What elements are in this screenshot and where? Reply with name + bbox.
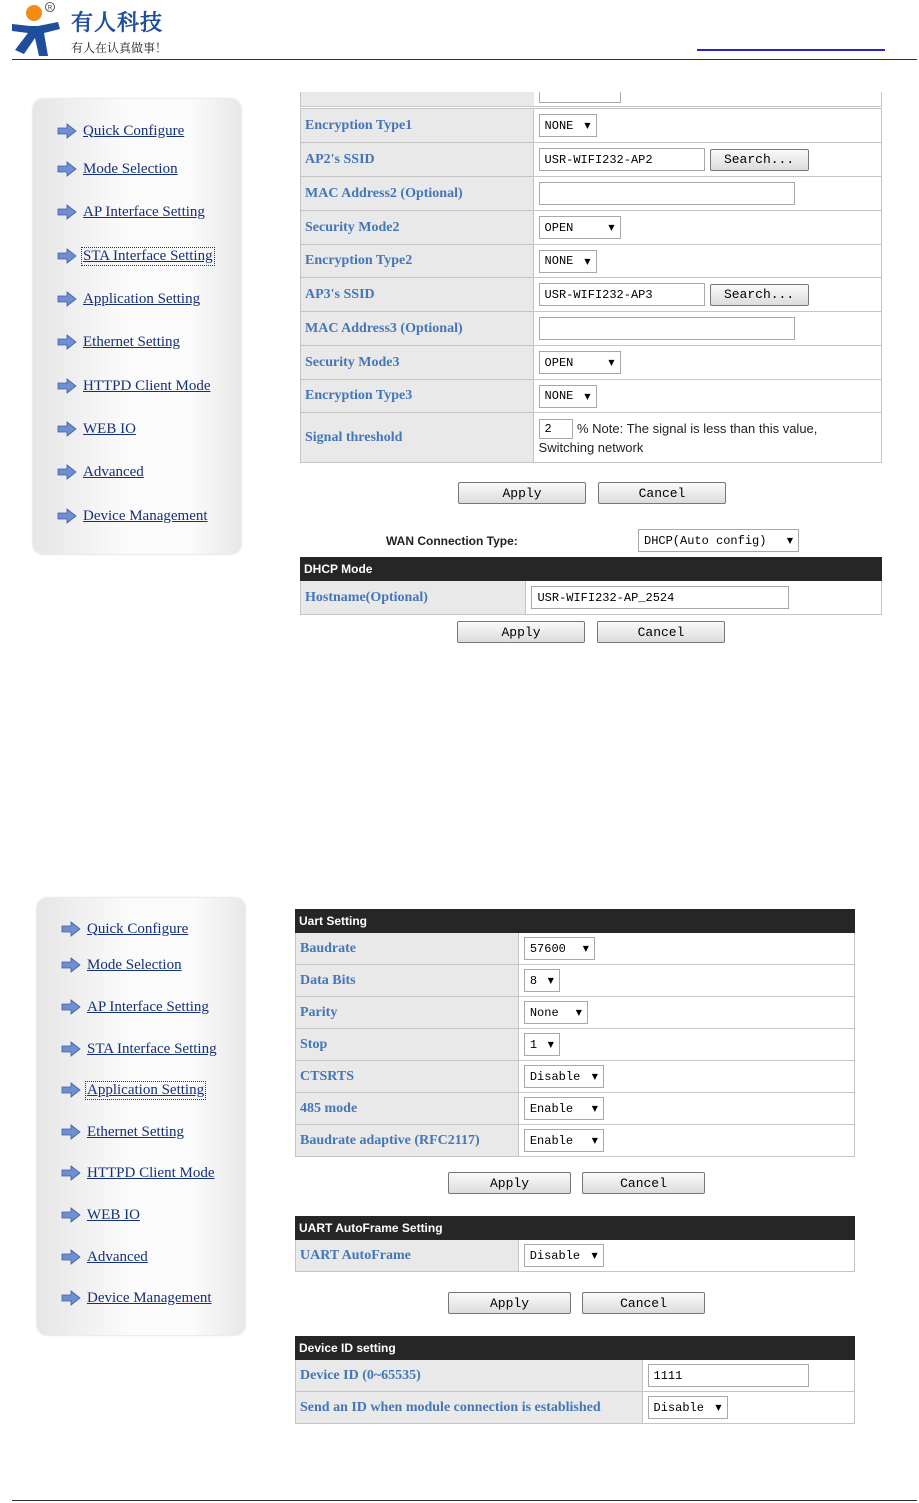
chevron-down-icon: ▼ [584,391,591,401]
hostname-label: Hostname(Optional) [301,581,526,615]
section-header [301,558,882,581]
arrow-right-icon [57,334,77,350]
table-row [296,1360,855,1392]
table-row [301,143,882,177]
arrow-right-icon [61,921,81,937]
arrow-right-icon [57,123,77,139]
select-value: Enable [529,1133,574,1148]
nav-label[interactable]: STA Interface Setting [83,247,213,264]
nav-label[interactable]: Device Management [87,1289,212,1306]
chevron-down-icon: ▼ [591,1072,598,1081]
arrow-right-icon [61,957,81,973]
table-row [301,380,882,413]
chevron-down-icon: ▼ [584,256,591,266]
device-id-title: Device ID setting [296,1337,855,1360]
device-id-input[interactable]: 1111 [648,1364,809,1387]
select-value: OPEN [544,355,574,370]
nav-label[interactable]: Ethernet Setting [87,1123,185,1140]
table-row [301,312,882,346]
table-row [301,346,882,380]
nav-label[interactable]: Advanced [83,463,144,480]
usr-logo-icon [8,2,66,58]
nav-web-io[interactable] [61,1203,141,1227]
ap2-search-button[interactable]: Search... [710,149,809,171]
uart-autoframe-select[interactable] [524,1244,604,1267]
company-name: 有人科技 [71,11,164,36]
section-header [296,1337,855,1360]
mac-address3-input[interactable] [539,317,795,340]
select-value: NONE [544,118,574,133]
registered-mark: R [47,5,53,12]
select-value: Disable [529,1248,581,1263]
signal-note-line2: Switching network [538,439,644,455]
nav-ap-interface-setting[interactable] [57,200,206,224]
nav-label[interactable]: Advanced [87,1248,148,1265]
parity-select[interactable] [524,1001,588,1024]
select-value: Enable [529,1101,574,1116]
chevron-down-icon: ▼ [715,1403,722,1412]
nav-device-management[interactable] [61,1286,213,1310]
select-value: 1 [529,1037,538,1052]
section-header [296,1217,855,1240]
sta-apply-button[interactable]: Apply [458,482,586,504]
arrow-right-icon [57,508,77,524]
arrow-right-icon [61,1165,81,1181]
table-row [296,1125,855,1157]
arrow-right-icon [57,464,77,480]
encryption-type2-label: Encryption Type2 [301,245,534,278]
nav-ethernet-setting[interactable] [57,330,181,354]
select-value: DHCP(Auto config) [644,533,767,548]
nav-label[interactable]: Device Management [83,507,208,524]
signal-threshold-input[interactable]: 2 [539,419,573,439]
nav-mode-selection[interactable] [57,157,179,181]
table-row [296,933,855,965]
485-mode-label: 485 mode [296,1093,519,1125]
encryption-type3-select[interactable] [539,385,597,408]
clipped-row [300,92,882,107]
nav-label[interactable]: Application Setting [87,1081,205,1098]
chevron-down-icon: ▼ [547,1040,554,1049]
wan-connection-type-select[interactable] [638,529,799,552]
encryption-type1-select[interactable] [539,114,597,137]
nav-label[interactable]: WEB IO [87,1206,140,1223]
nav-application-setting[interactable] [61,1078,205,1102]
select-value: Disable [529,1069,581,1084]
ap3-search-button[interactable]: Search... [710,284,809,306]
hostname-input[interactable]: USR-WIFI232-AP_2524 [531,586,789,609]
table-row [296,997,855,1029]
arrow-right-icon [57,248,77,264]
nav-device-management[interactable] [57,504,209,528]
table-row [301,211,882,245]
mac-address3-label: MAC Address3 (Optional) [301,312,534,346]
table-row [301,581,882,615]
uart-autoframe-table [295,1216,855,1272]
nav-httpd-client-mode[interactable] [61,1161,216,1185]
signal-note: % Note: The signal is less than this value, [577,420,818,436]
nav-sta-interface-setting[interactable] [61,1037,218,1061]
select-value: None [529,1005,559,1020]
nav-label[interactable]: HTTPD Client Mode [83,377,211,394]
nav-mode-selection[interactable] [61,953,183,977]
chevron-down-icon: ▼ [547,976,554,985]
nav-label[interactable]: Quick Configure [87,920,189,937]
arrow-right-icon [57,161,77,177]
select-value: 57600 [529,941,566,956]
table-row [296,1093,855,1125]
table-row [296,1240,855,1272]
encryption-type2-select[interactable] [539,250,597,273]
nav-label[interactable]: AP Interface Setting [87,998,209,1015]
device-id-table [295,1336,855,1424]
ap2-ssid-input[interactable]: USR-WIFI232-AP2 [539,148,705,171]
chevron-down-icon: ▼ [591,1104,598,1113]
dhcp-apply-button[interactable]: Apply [457,621,585,643]
nav-application-setting[interactable] [57,287,201,311]
nav-label[interactable]: WEB IO [83,420,136,437]
uart-setting-table [295,909,855,1157]
stop-label: Stop [296,1029,519,1061]
select-value: NONE [544,254,574,268]
nav-sta-interface-setting[interactable] [57,244,214,268]
nav-web-io[interactable] [57,417,137,441]
nav-ethernet-setting[interactable] [61,1120,185,1144]
chevron-down-icon: ▼ [608,358,615,367]
table-row [301,177,882,211]
nav-label[interactable]: Ethernet Setting [83,333,181,350]
nav-quick-configure[interactable] [57,119,185,143]
ap2-ssid-label: AP2's SSID [301,143,534,177]
table-row [296,1392,855,1424]
nav-label[interactable]: Quick Configure [83,122,185,139]
footer-divider [12,1500,917,1501]
nav-advanced[interactable] [57,460,145,484]
485-mode-select[interactable] [524,1097,604,1120]
chevron-down-icon: ▼ [582,944,589,953]
arrow-right-icon [61,1082,81,1098]
select-value: OPEN [544,220,574,235]
arrow-right-icon [61,1207,81,1223]
baudrate-adaptive-select[interactable] [524,1129,604,1152]
chevron-down-icon: ▼ [584,121,591,130]
chevron-down-icon: ▼ [591,1136,598,1145]
nav-httpd-client-mode[interactable] [57,374,212,398]
arrow-right-icon [57,421,77,437]
section-header [296,910,855,933]
nav-advanced[interactable] [61,1245,149,1269]
nav-label[interactable]: Application Setting [83,290,201,307]
table-row [301,413,882,463]
arrow-right-icon [61,999,81,1015]
arrow-right-icon [61,1124,81,1140]
uart-autoframe-label: UART AutoFrame [296,1240,519,1272]
mac-address2-label: MAC Address2 (Optional) [301,177,534,211]
autoframe-apply-button[interactable]: Apply [448,1292,571,1314]
select-value: NONE [544,389,574,403]
chevron-down-icon: ▼ [591,1251,598,1260]
chevron-down-icon: ▼ [575,1008,582,1017]
security-mode3-select[interactable] [539,351,621,374]
table-row [296,1029,855,1061]
parity-label: Parity [296,997,519,1029]
sidebar-nav [33,99,241,554]
dhcp-mode-title: DHCP Mode [301,558,882,581]
uart-cancel-button[interactable]: Cancel [582,1172,705,1194]
baudrate-adaptive-label: Baudrate adaptive (RFC2117) [296,1125,519,1157]
security-mode2-select[interactable] [539,216,621,239]
sta-cancel-button[interactable]: Cancel [598,482,726,504]
sidebar-nav [37,898,245,1335]
table-row [301,109,882,143]
arrow-right-icon [61,1249,81,1265]
company-slogan: 有人在认真做事！ [71,41,168,55]
arrow-right-icon [61,1041,81,1057]
nav-label[interactable]: Mode Selection [83,160,178,177]
ap3-ssid-label: AP3's SSID [301,278,534,312]
select-value: 8 [529,973,538,988]
nav-quick-configure[interactable] [61,917,189,941]
chevron-down-icon: ▼ [786,536,793,545]
nav-label[interactable]: HTTPD Client Mode [87,1164,215,1181]
arrow-right-icon [57,378,77,394]
nav-label[interactable]: AP Interface Setting [83,203,205,220]
wan-connection-type-label: WAN Connection Type: [386,534,518,548]
arrow-right-icon [57,291,77,307]
header-divider [12,59,917,60]
encryption-type3-label: Encryption Type3 [301,380,534,413]
data-bits-label: Data Bits [296,965,519,997]
nav-label[interactable]: Mode Selection [87,956,182,973]
device-id-label: Device ID (0~65535) [296,1360,643,1392]
ctsrts-select[interactable] [524,1065,604,1088]
security-mode2-label: Security Mode2 [301,211,534,245]
clipped-select [539,92,621,103]
chevron-down-icon: ▼ [608,223,615,232]
table-row [296,965,855,997]
send-id-select[interactable] [648,1396,728,1419]
dhcp-cancel-button[interactable]: Cancel [597,621,725,643]
table-row [301,278,882,312]
security-mode3-label: Security Mode3 [301,346,534,380]
uart-autoframe-title: UART AutoFrame Setting [296,1217,855,1240]
baudrate-select[interactable] [524,937,595,960]
select-value: Disable [653,1400,704,1415]
nav-label[interactable]: STA Interface Setting [87,1040,217,1057]
table-row [301,245,882,278]
stop-select[interactable] [524,1033,560,1056]
uart-setting-title: Uart Setting [296,910,855,933]
autoframe-cancel-button[interactable]: Cancel [582,1292,705,1314]
dhcp-mode-table [300,557,882,615]
encryption-type1-label: Encryption Type1 [301,109,534,143]
send-id-label: Send an ID when module connection is established [296,1392,643,1424]
header-link-underline[interactable] [697,49,885,51]
baudrate-label: Baudrate [296,933,519,965]
uart-apply-button[interactable]: Apply [448,1172,571,1194]
ap3-ssid-input[interactable]: USR-WIFI232-AP3 [539,283,705,306]
data-bits-select[interactable] [524,969,560,992]
arrow-right-icon [61,1290,81,1306]
ctsrts-label: CTSRTS [296,1061,519,1093]
mac-address2-input[interactable] [539,182,795,205]
nav-ap-interface-setting[interactable] [61,995,210,1019]
sta-settings-table [300,108,882,463]
signal-threshold-label: Signal threshold [301,413,534,463]
table-row [296,1061,855,1093]
arrow-right-icon [57,204,77,220]
